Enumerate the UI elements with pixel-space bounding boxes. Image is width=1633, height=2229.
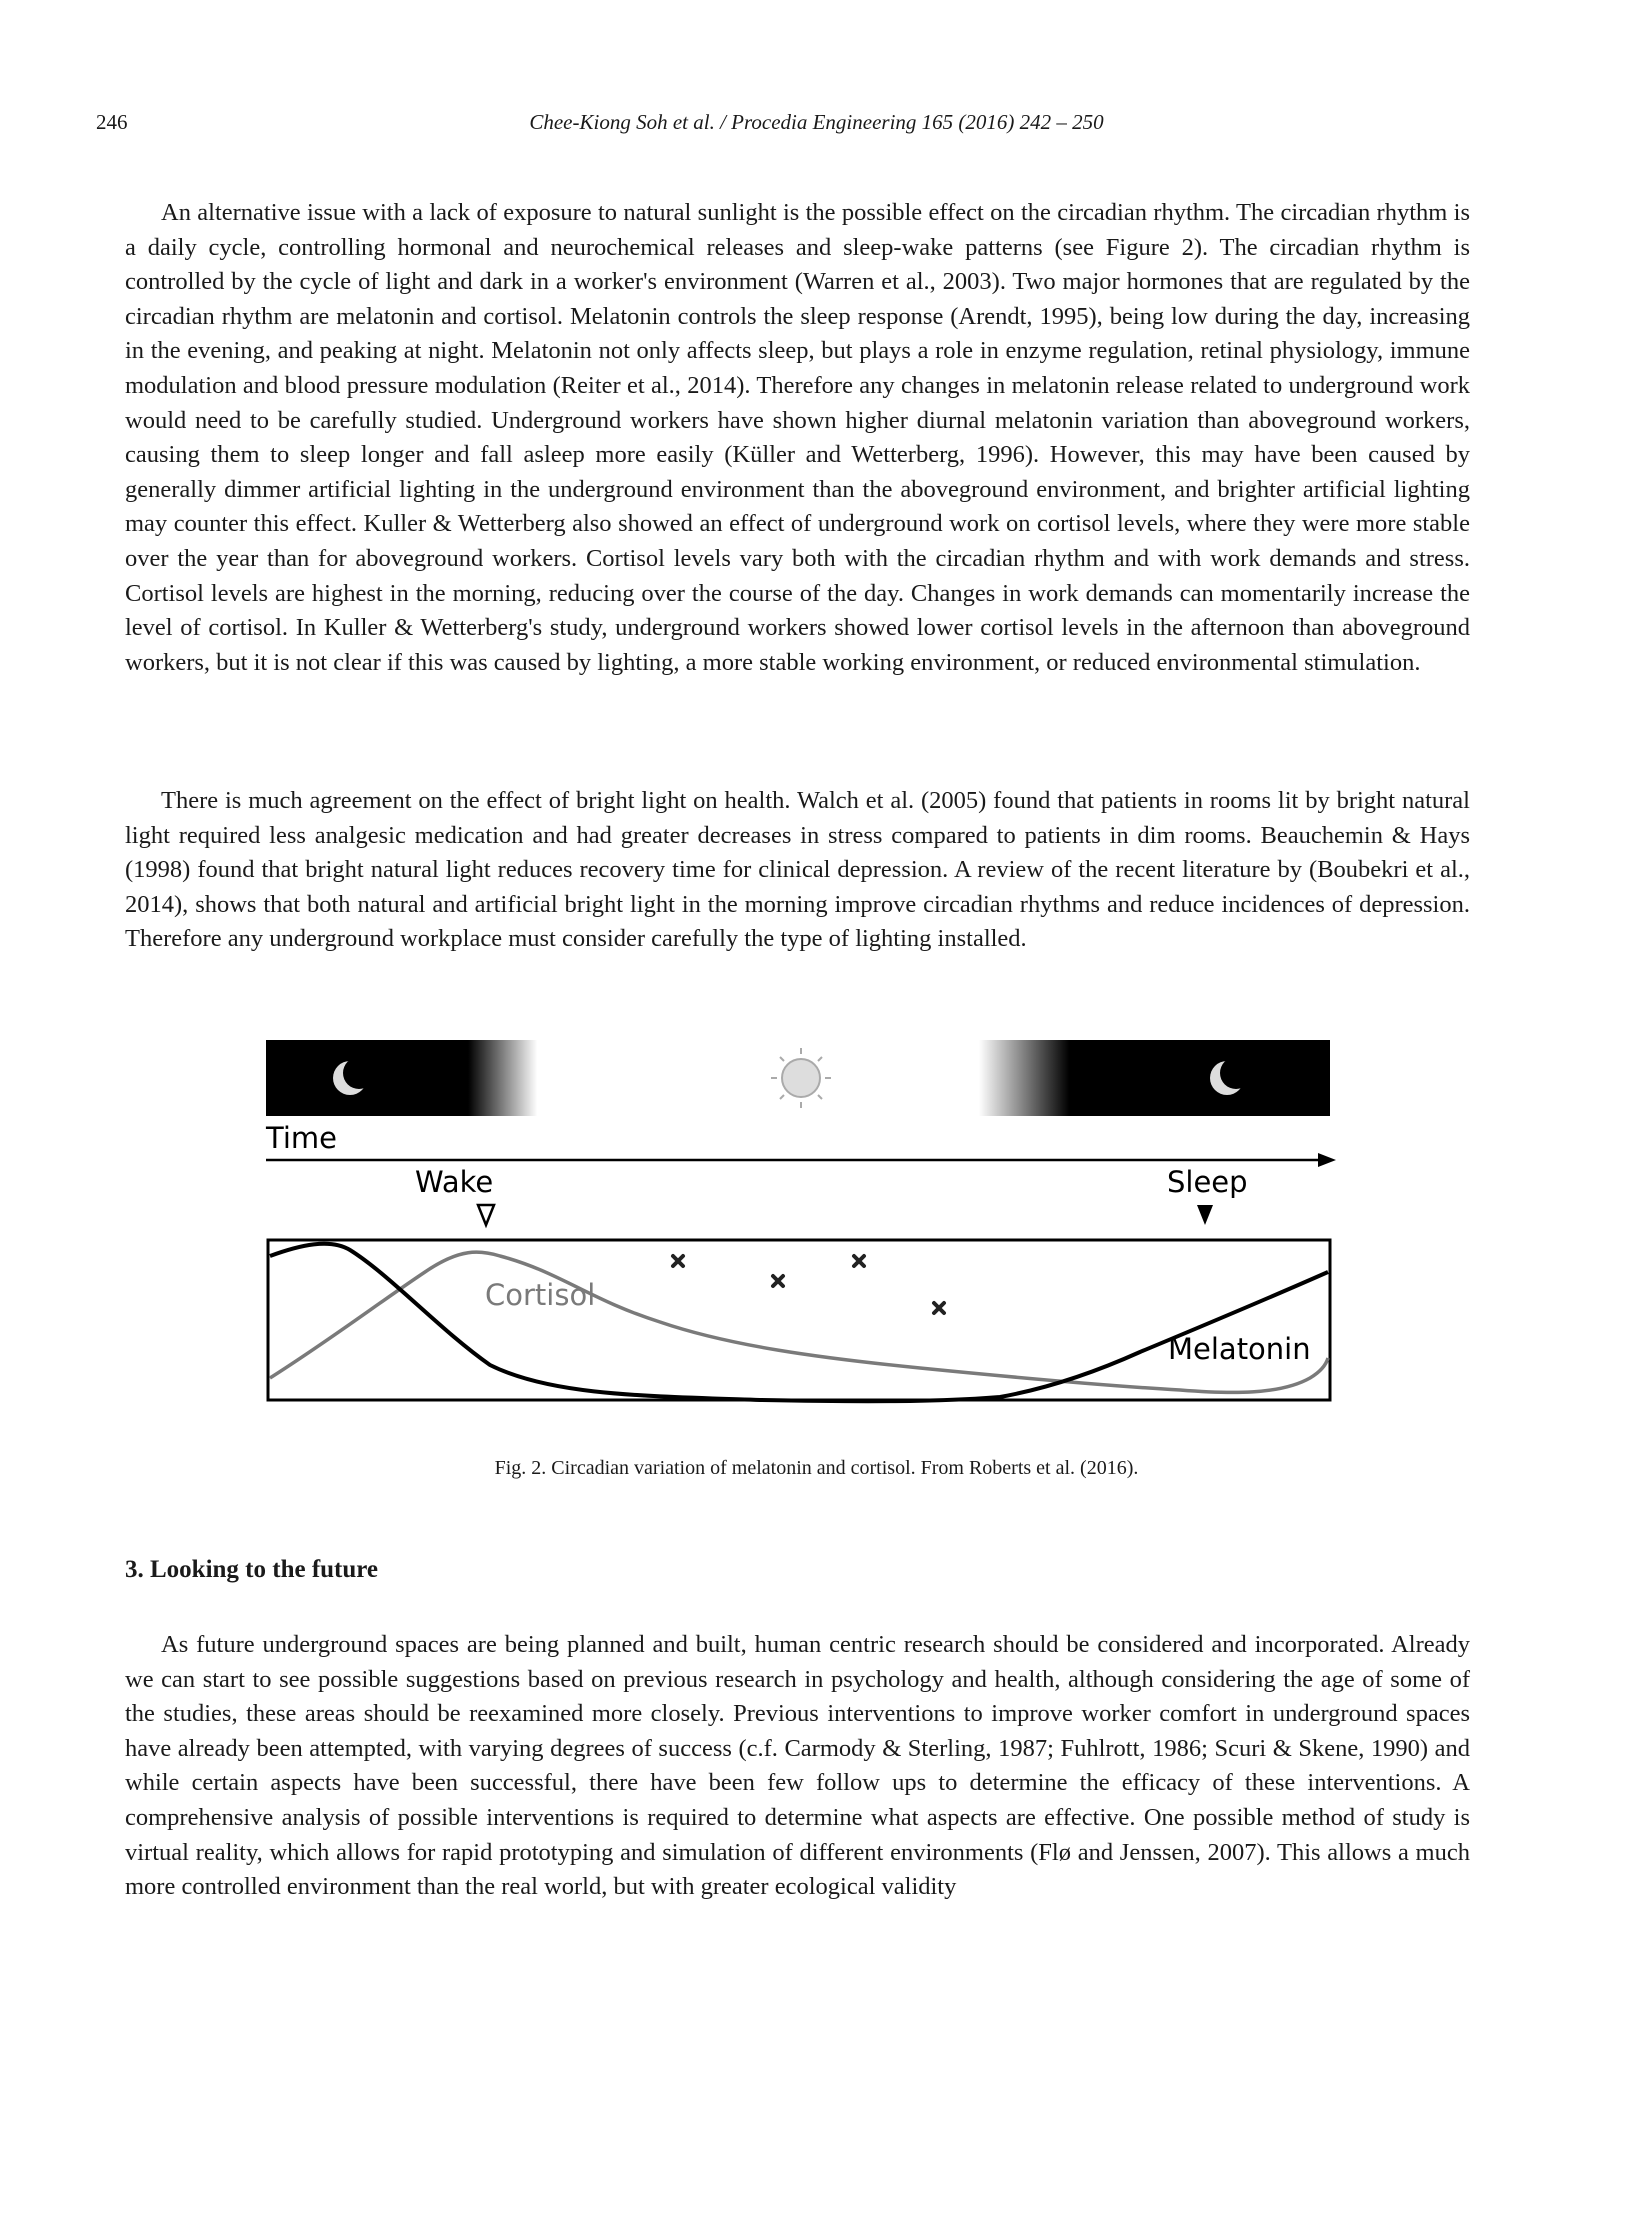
running-head: Chee-Kiong Soh et al. / Procedia Engineering 165 (2016) 242 – 250 (529, 110, 1104, 134)
cortisol-label: Cortisol (485, 1278, 596, 1312)
page-header (0, 110, 1633, 140)
plot-frame (268, 1240, 1330, 1400)
sleep-label: Sleep (1167, 1165, 1248, 1199)
wake-marker (478, 1205, 494, 1225)
figure-caption: Fig. 2. Circadian variation of melatonin and cortisol. From Roberts et al. (2016). (494, 1457, 1139, 1479)
section-heading: 3. Looking to the future (125, 1556, 379, 1583)
body-paragraph-3: As future underground spaces are being planned and built, human centric research should be considered and incorporated. Already we can start to see possible suggestions based on previous research in psychology and health, although considering the age of some of the studies, these areas should be reexamined more closely. Previous interventions to improve worker comfort in underground spaces have already been attempted, with varying degrees of success (c.f. Carmody & Sterling, 1987; Fuhlrott, 1986; Scuri & Skene, 1990) and while certain aspects have been successful, there have been few follow ups to determine the efficacy of these interventions. A comprehensive analysis of possible interventions is required to determine what aspects are effective. One possible method of study is virtual reality, which allows for rapid prototyping and simulation of different environments (Flø and Jenssen, 2007). This allows a much more controlled environment than the real world, but with greater ecological validity (125, 1631, 1470, 1901)
circadian-figure (260, 1040, 1340, 1410)
body-paragraph-2: There is much agreement on the effect of bright light on health. Walch et al. (2005) found that patients in rooms lit by bright natural light required less analgesic medication and had greater decreases in stress compared to patients in dim rooms. Beauchemin & Hays (1998) found that bright natural light reduces recovery time for clinical depression. A review of the recent literature by (Boubekri et al., 2014), shows that both natural and artificial bright light in the morning improve circadian rhythms and reduce incidences of depression. Therefore any underground workplace must consider carefully the type of lighting installed. (125, 787, 1470, 953)
time-label: Time (266, 1121, 337, 1155)
sleep-marker (1197, 1205, 1213, 1225)
time-axis-arrowhead (1318, 1153, 1336, 1167)
melatonin-label: Melatonin (1168, 1332, 1311, 1366)
body-paragraph-1: An alternative issue with a lack of exposure to natural sunlight is the possible effect on the circadian rhythm. The circadian rhythm is a daily cycle, controlling hormonal and neurochemical releases and sleep-wake patterns (see Figure 2). The circadian rhythm is controlled by the cycle of light and dark in a worker's environment (Warren et al., 2003). Two major hormones that are regulated by the circadian rhythm are melatonin and cortisol. Melatonin controls the sleep response (Arendt, 1995), being low during the day, increasing in the evening, and peaking at night. Melatonin not only affects sleep, but plays a role in enzyme regulation, retinal physiology, immune modulation and blood pressure modulation (Reiter et al., 2014). Therefore any changes in melatonin release related to underground work would need to be carefully studied. Underground workers have shown higher diurnal melatonin variation than aboveground workers, causing them to sleep longer and fall asleep more easily (Küller and Wetterberg, 1996). However, this may have been caused by generally dimmer artificial lighting in the underground environment than the aboveground environment, and brighter artificial lighting may counter this effect. Kuller & Wetterberg also showed an effect of underground work on cortisol levels, where they were more stable over the year than for aboveground workers. Cortisol levels vary both with the circadian rhythm and with work demands and stress. Cortisol levels are highest in the morning, reducing over the course of the day. Changes in work demands can momentarily increase the level of cortisol. In Kuller & Wetterberg's study, underground workers showed lower cortisol levels in the afternoon than aboveground workers, but it is not clear if this was caused by lighting, a more stable working environment, or reduced environmental stimulation. (125, 199, 1470, 676)
page-number: 246 (96, 110, 128, 134)
wake-label: Wake (415, 1165, 494, 1199)
